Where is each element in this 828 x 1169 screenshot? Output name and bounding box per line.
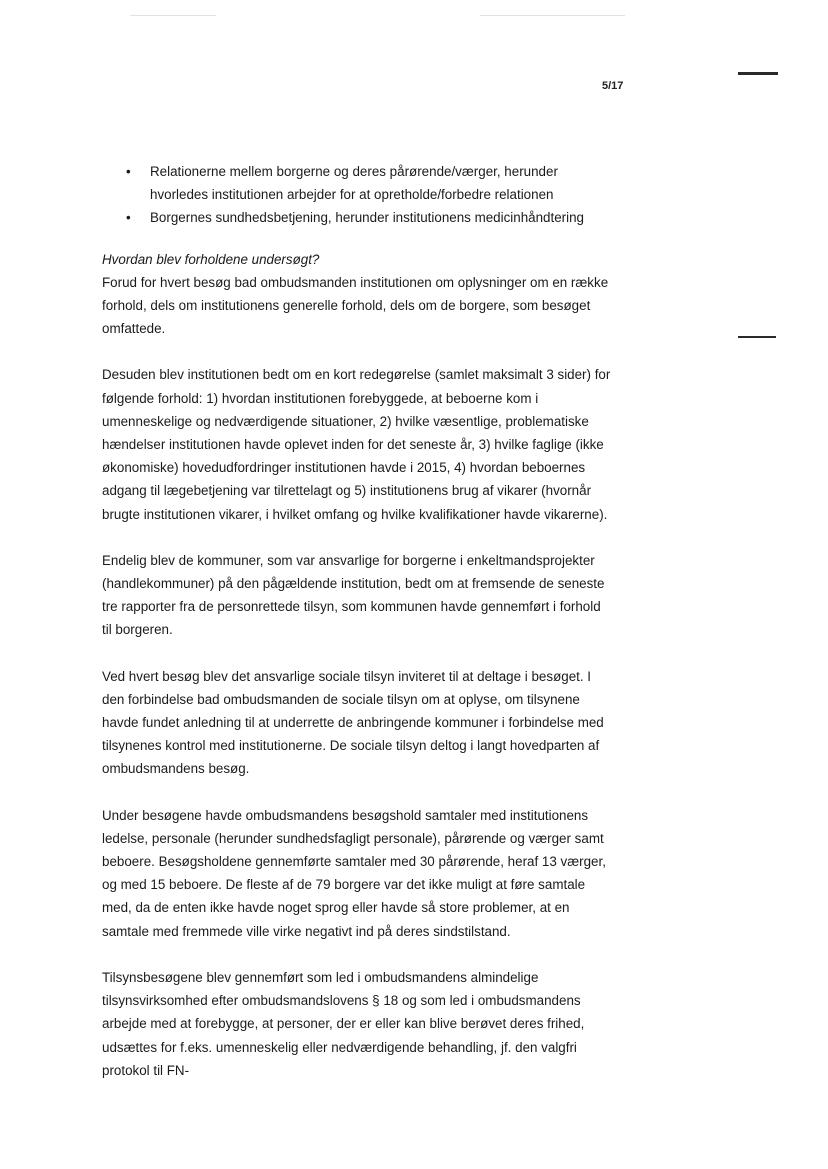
margin-mark-middle [738,336,776,338]
paragraph: Tilsynsbesøgene blev gennemført som led i ombudsmandens almindelige tilsynsvirksomhed efter ombudsmandslovens § 18 og som led i ombudsmandens arbejde med at forebygge, at personer, der er eller kan blive berøvet deres frihed, udsættes for f.eks. umenneskelig eller nedværdigende behandling, jf. den valgfri protokol til FN- [102,969,585,1078]
section-heading: Hvordan blev forholdene undersøgt? [102,251,320,267]
bullet-icon: • [126,210,131,226]
bullet-text: Relationerne mellem borgerne og deres pårørende/værger, herunder hvorledes institutionen arbejder for at opretholde/forbedre relationen [150,164,558,203]
bullet-list [102,160,612,230]
scan-artifact-left [130,15,216,16]
paragraph: Endelig blev de kommuner, som var ansvarlige for borgerne i enkeltmandsprojekter (handlekommuner) på den pågældende institution, bedt om at fremsende de seneste tre rapporter fra de personrettede tilsyn, som kommunen havde gennemført i forhold til borgeren. [102,552,605,638]
bullet-text: Borgernes sundhedsbetjening, herunder institutionens medicinhåndtering [150,210,584,226]
paragraph: Desuden blev institutionen bedt om en kort redegørelse (samlet maksimalt 3 sider) for følgende forhold: 1) hvordan institutionen forebyggede, at beboerne kom i umenneskelige og nedværdigende situationer, 2) hvilke væsentlige, problematiske hændelser institutionen havde oplevet inden for det seneste år, 3) hvilke faglige (ikke økonomiske) hovedudfordringer institutionen havde i 2015, 4) hvordan beboernes adgang til lægebetjening var tilrettelagt og 5) institutionens brug af vikarer (hvornår brugte institutionen vikarer, i hvilket omfang og hvilke kvalifikationer havde vikarerne). [102,367,611,522]
bullet-icon: • [126,164,131,179]
paragraph: Under besøgene havde ombudsmandens besøgshold samtaler med institutionens ledelse, personale (herunder sundhedsfagligt personale), pårørende og værger samt beboere. Besøgsholdene gennemførte samtaler med 30 pårørende, heraf 13 værger, og med 15 beboere. De fleste af de 79 borgere var det ikke muligt at føre samtale med, da de enten ikke havde noget sprog eller havde så store problemer, at en samtale med fremmede ville virke negativt ind på deres sindstilstand. [102,807,606,939]
list-item [102,160,612,206]
margin-mark-top [738,72,778,75]
scan-artifact-right [480,15,625,16]
page-number: 5/17 [602,80,624,92]
paragraph: Forud for hvert besøg bad ombudsmanden institutionen om oplysninger om en række forhold, dels om institutionens generelle forhold, dels om de borgere, som besøget omfattede. [102,274,609,337]
document-body [102,160,612,1082]
paragraph: Ved hvert besøg blev det ansvarlige sociale tilsyn inviteret til at deltage i besøget. I den forbindelse bad ombudsmanden de sociale tilsyn om at oplyse, om tilsynene havde fundet anledning til at underrette de anbringende kommuner i forbindelse med tilsynenes kontrol med institutionerne. De sociale tilsyn deltog i langt hovedparten af ombudsmandens besøg. [102,668,604,777]
list-item [102,206,612,229]
